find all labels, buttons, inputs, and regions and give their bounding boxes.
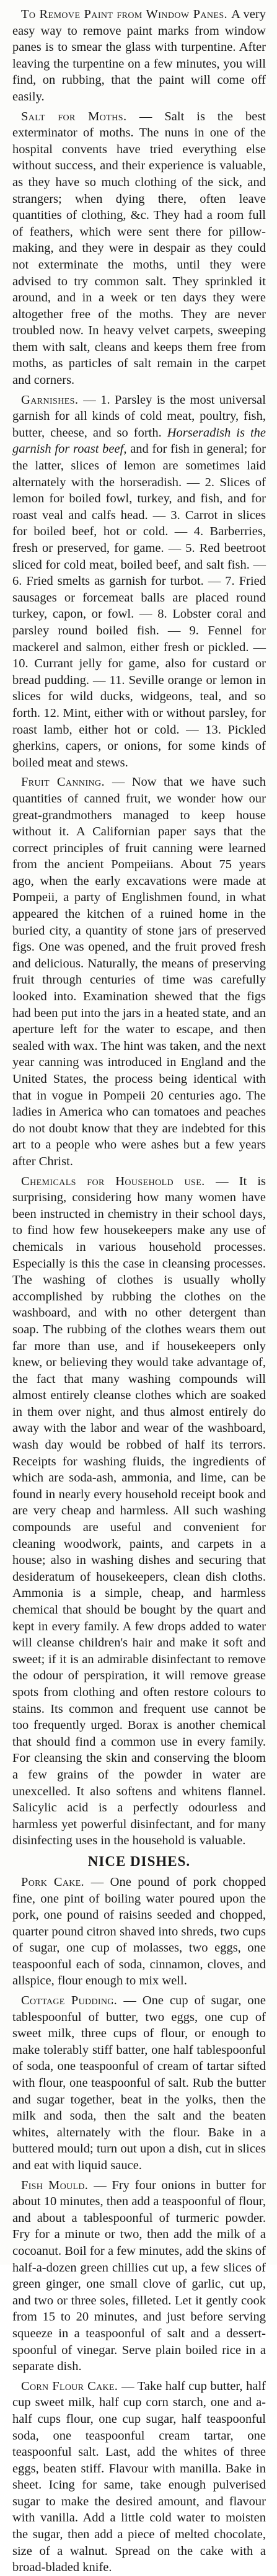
recipe-fish-mould (12, 2177, 266, 2375)
article-body: A very easy way to remove paint marks from window panes is to smear the glass with turpentine. After leaving the turpentine on a few minutes, you will find, on rubbing, that the paint will come off easily. (12, 7, 266, 104)
recipe-heading: Fish Mould. (21, 2178, 94, 2192)
recipe-corn-flour-cake (12, 2378, 266, 2576)
article-body: — Salt is the best exterminator of moths. The nuns in one of the hospital convents have tried everything else without success, and their experience is valuable, as they have so much clothing of the sick, and strangers; when dying there, often leave quantities of clothing, &c. They had a room full of feathers, which were sent there for pillow-making, and they were in despair as they could not exterminate the moths, until they were advised to try common salt. They sprinkled it around, and in a week or ten days they were altogether free of the moths. They are never troubled now. In heavy velvet carpets, sweeping them with salt, cleans and keeps them free from moths, as particles of salt remain in the carpet and corners. (12, 109, 266, 388)
article-fruit-canning (12, 774, 266, 1170)
recipe-pork-cake (12, 1874, 266, 1989)
recipe-cottage-pudding (12, 1992, 266, 2174)
recipe-body: — Fry four onions in butter for about 10 minutes, then add a teaspoonful of flour, and about a tablespoonful of turmeric powder. Fry for a minute or two, then add the milk of a cocoanut. Boil for a few minutes, add the skins of half-a-dozen green chillies cut up, a few slices of green ginger, one small clove of garlic, cut up, and two or three soles, filleted. Let it gently cook from 15 to 20 minutes, and just before serving squeeze in a teaspoonful of salt and a dessert-spoonful of vinegar. Serve plain boiled rice in a separate dish. (12, 2178, 266, 2374)
recipe-heading: Corn Flour Cake. (21, 2379, 122, 2393)
article-garnishes (12, 392, 266, 771)
article-salt-moths (12, 109, 266, 389)
article-remove-paint (12, 6, 266, 105)
article-body: — 1. Parsley is the most universal garnish for all kinds of cold meat, poultry, fish, butter, cheese, and so forth. (12, 393, 266, 440)
article-body: — It is surprising, considering how many women have been instructed in chemistry in their school days, to find how few housekeepers make any use of chemicals in various household processes. Especially is this the case in cleansing processes. The washing of clothes is usually wholly accomplished by rubbing the clothes on the washboard, and with no other detergent than soap. The rubbing of the clothes wears them out far more than use, and if housekeepers only knew, or believing they would take advantage of, the fact that many washing compounds will almost entirely cleanse clothes which are soaked in them over night, and thus almost entirely do away with the labor and wear of the washboard, wash day would be robbed of half its terrors. Receipts for washing fluids, the ingredients of which are soda-ash, ammonia, and lime, can be found in nearly every household receipt book and are very cheap and harmless. All such washing compounds are useful and convenient for cleaning woodwork, paints, and carpets in a house; also in washing dishes and securing that desideratum of housekeepers, clean dish cloths. Ammonia is a simple, cheap, and harmless chemical that should be bought by the quart and kept in every family. A few drops added to water will cleanse children's hair and make it soft and sweet; if it is an admirable disinfectant to remove the odour of perspiration, it will remove grease spots from clothing and often restore colours to stains. Its common and frequent use cannot be too frequently urged. Borax is another chemical that should find a common use in every family. For cleansing the skin and conserving the bloom a few grains of the powder in water are unexcelled. It also softens and whitens flannel. Salicylic acid is a perfectly odourless and harmless yet powerful disinfectant, and for many disinfecting uses in the household is valuable. (12, 1174, 266, 1848)
recipe-heading: Pork Cake. (21, 1875, 91, 1889)
article-heading: To Remove Paint from Window Panes. (21, 7, 232, 21)
recipe-heading: Cottage Pudding. (21, 1994, 124, 2008)
article-heading: Chemicals for Household use. (21, 1174, 216, 1188)
article-chemicals (12, 1173, 266, 1849)
recipe-body: — Take half cup butter, half cup sweet milk, half cup corn starch, one and a-half cups flour, one cup sugar, half teaspoonful soda, one teaspoonful cream tartar, one teaspoonful salt. Last, add the whites of three eggs, beaten stiff. Flavour with manilla. Bake in sheet. Icing for same, take enough pulverised sugar to make the desired amount, and flavour with vanilla. Add a little cold water to moisten the sugar, then add a piece of melted chocolate, size of a walnut. Spread on the cake with a broad-bladed knife. (12, 2379, 266, 2575)
article-body-continued: and for fish in general; for the latter, slices of lemon are sometimes laid alternately with the horseradish. — 2. Slices of lemon for boiled fowl, turkey, and fish, and for roast veal and calfs head. — 3. Carrot in slices for boiled beef, hot or cold. — 4. Barberries, fresh or preserved, for game. — 5. Red beetroot sliced for cold meat, boiled beef, and salt fish. — 6. Fried smelts as garnish for turbot. — 7. Fried sausages or forcemeat balls are placed round turkey, capon, or fowl. — 8. Lobster coral and parsley round boiled fish. — 9. Fennel for mackerel and salmon, either fresh or pickled. — 10. Currant jelly for game, also for custard or bread pudding. — 11. Seville orange or lemon in slices for wild ducks, widgeons, teal, and so forth. 12. Mint, either with or without parsley, for roast lamb, either hot or cold. — 13. Pickled gherkins, capers, or onions, for some kinds of boiled meat and stews. (12, 442, 266, 770)
article-heading: Salt for Moths. (21, 109, 139, 123)
article-heading: Fruit Canning. (21, 775, 112, 789)
recipe-body: — One cup of sugar, one tablespoonful of butter, two eggs, one cup of sweet milk, three cups of flour, or enough to make tolerably stiff batter, one half tablespoonful of soda, one teaspoonful of cream of tartar sifted with flour, one teaspoonful of salt. Rub the butter and sugar together, beat in the yolks, then the milk and soda, then the salt and the beaten whites, alternately with the flour. Bake in a buttered mould; turn out upon a dish, cut in slices and eat with liquid sauce. (12, 1994, 266, 2172)
article-subheading: Horseradish is the garnish for roast beef, (12, 425, 266, 456)
section-title-nice-dishes: NICE DISHES. (87, 1853, 191, 1869)
article-body: — Now that we have such quantities of canned fruit, we wonder how our great-grandmothers managed to keep house without it. A Californian paper says that the correct principles of fruit canning were learned from the ancient Pompeiians. About 75 years ago, when the early excavations were made at Pompeii, a party of Englishmen found, in what appeared the kitchen of a ruined home in the buried city, a quantity of stone jars of preserved figs. One was opened, and the fruit proved fresh and delicious. Naturally, the means of preserving fruit through centuries of time was carefully looked into. Examination shewed that the figs had been put into the jars in a heated state, and an aperture left for the water to escape, and then sealed with wax. The hint was taken, and the next year canning was introduced in England and the United States, the process being identical with that in vogue in Pompeii 20 centuries ago. The ladies in America who can tomatoes and peaches do not doubt know that they are indebted for this art to a people who were ashes but a few years after Christ. (12, 775, 266, 1168)
recipe-body: — One pound of pork chopped fine, one pint of boiling water poured upon the pork, one pound of raisins seeded and chopped, quarter pound citron shaved into shreds, two cups of sugar, one cup of molasses, two eggs, one teaspoonful each of soda, cinnamon, cloves, and allspice, flour enough to mix well. (12, 1875, 266, 1988)
article-heading: Garnishes. (21, 393, 84, 407)
